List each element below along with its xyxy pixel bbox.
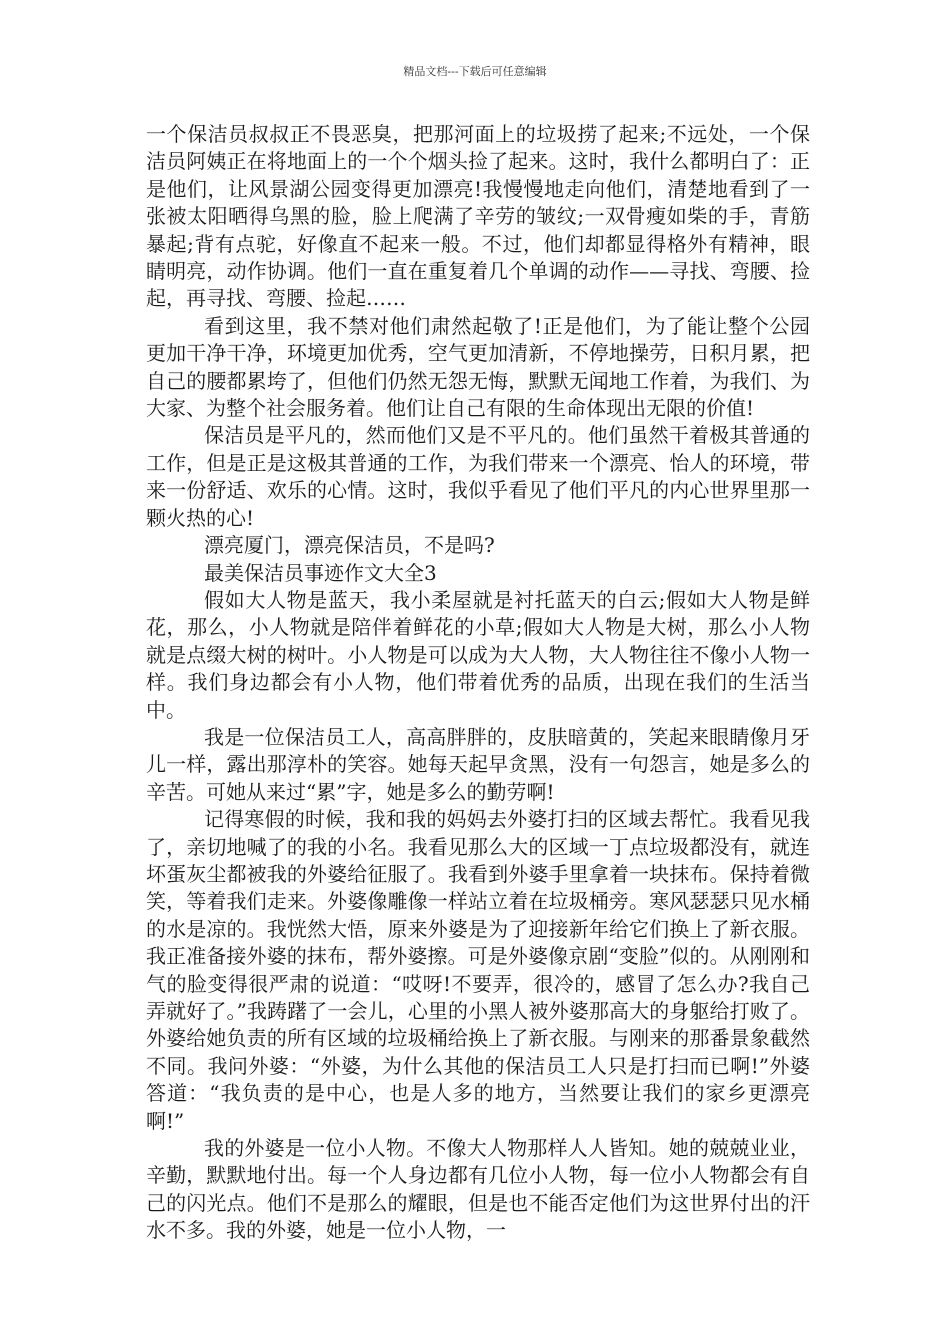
paragraph-5: 假如大人物是蓝天，我小柔屋就是衬托蓝天的白云;假如大人物是鲜花，那么，小人物就是陪伴着鲜花的小草;假如大人物是大树，那么小人物就是点缀大树的树叶。小人物是可以成为大人物，大人物往往不像小人物一样。我们身边都会有小人物，他们带着优秀的品质，出现在我们的生活当中。	[146, 587, 810, 722]
paragraph-6: 我是一位保洁员工人，高高胖胖的，皮肤暗黄的，笑起来眼睛像月牙儿一样，露出那淳朴的笑容。她每天起早贪黑，没有一句怨言，她是多么的辛苦。可她从来过“累”字，她是多么的勤劳啊!	[146, 724, 810, 804]
paragraph-4: 漂亮厦门，漂亮保洁员，不是吗?	[204, 533, 495, 558]
document-body	[146, 121, 810, 1245]
page-header: 精品文档---下载后可任意编辑	[403, 65, 547, 78]
paragraph-2: 看到这里，我不禁对他们肃然起敬了!正是他们，为了能让整个公园更加干净干净，环境更加优秀，空气更加清新，不停地操劳，日积月累，把自己的腰都累垮了，但他们仍然无怨无悔，默默无闻地工作着，为我们、为大家、为整个社会服务着。他们让自己有限的生命体现出无限的价值!	[146, 313, 810, 421]
paragraph-7: 记得寒假的时候，我和我的妈妈去外婆打扫的区域去帮忙。我看见我了，亲切地喊了的我的小名。我看见那么大的区域一丁点垃圾都没有，就连坏蛋灰尘都被我的外婆给征服了。我看到外婆手里拿着一块抹布。保持着微笑，等着我们走来。外婆像雕像一样站立着在垃圾桶旁。寒风瑟瑟只见水桶的水是凉的。我恍然大悟，原来外婆是为了迎接新年给它们换上了新衣服。我正准备接外婆的抹布，帮外婆擦。可是外婆像京剧“变脸”似的。从刚刚和气的脸变得很严肃的说道：“哎呀!不要弄，很冷的，感冒了怎么办?我自己弄就好了。”我踌躇了一会儿，心里的小黑人被外婆那高大的身躯给打败了。外婆给她负责的所有区域的垃圾桶给换上了新衣服。与刚来的那番景象截然不同。我问外婆：“外婆，为什么其他的保洁员工人只是打扫而已啊!”外婆答道：“我负责的是中心，也是人多的地方，当然要让我们的家乡更漂亮啊!”	[146, 807, 810, 1133]
section-heading: 最美保洁员事迹作文大全3	[204, 560, 437, 585]
paragraph-3: 保洁员是平凡的，然而他们又是不平凡的。他们虽然干着极其普通的工作，但是正是这极其普通的工作，为我们带来一个漂亮、怡人的环境，带来一份舒适、欢乐的心情。这时，我似乎看见了他们平凡的内心世界里那一颗火热的心!	[146, 423, 810, 530]
paragraph-8: 我的外婆是一位小人物。不像大人物那样人人皆知。她的兢兢业业，辛勤，默默地付出。每一个人身边都有几位小人物，每一位小人物都会有自己的闪光点。他们不是那么的耀眼，但是也不能否定他们为这世界付出的汗水不多。我的外婆，她是一位小人物，一	[146, 1136, 810, 1243]
paragraph-1: 一个保洁员叔叔正不畏恶臭，把那河面上的垃圾捞了起来;不远处，一个保洁员阿姨正在将地面上的一个个烟头捡了起来。这时，我什么都明白了：正是他们，让风景湖公园变得更加漂亮!我慢慢地走向他们，清楚地看到了一张被太阳晒得乌黑的脸，脸上爬满了辛劳的皱纹;一双骨瘦如柴的手，青筋暴起;背有点驼，好像直不起来一般。不过，他们却都显得格外有精神，眼睛明亮，动作协调。他们一直在重复着几个单调的动作——寻找、弯腰、捡起，再寻找、弯腰、捡起……	[146, 122, 810, 311]
